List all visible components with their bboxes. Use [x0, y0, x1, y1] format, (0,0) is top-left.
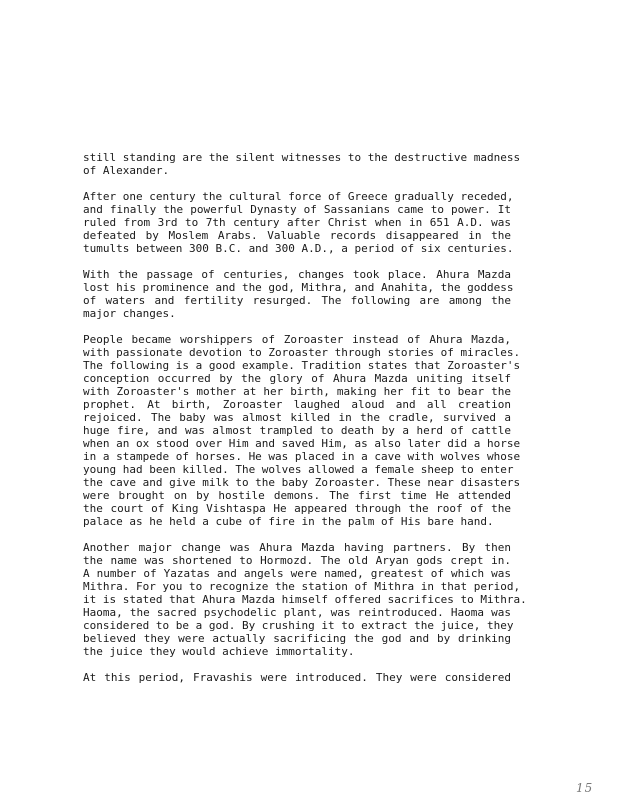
text-line: with Zoroaster's mother at her birth, making her fit to bear the — [83, 385, 511, 398]
text-line: With the passage of centuries, changes took place. Ahura Mazda — [83, 268, 511, 281]
text-line: Another major change was Ahura Mazda having partners. By then — [83, 541, 511, 554]
text-line: conception occurred by the glory of Ahura Mazda uniting itself — [83, 372, 511, 385]
text-line: the court of King Vishtaspa He appeared through the roof of the — [83, 502, 511, 515]
text-line: of waters and fertility resurged. The following are among the — [83, 294, 511, 307]
text-line: huge fire, and was almost trampled to death by a herd of cattle — [83, 424, 511, 437]
text-line: A number of Yazatas and angels were named, greatest of which was — [83, 567, 511, 580]
text-line: when an ox stood over Him and saved Him, as also later did a horse — [83, 437, 521, 450]
text-line: it is stated that Ahura Mazda himself offered sacrifices to Mithra. — [83, 593, 527, 606]
text-line: At this period, Fravashis were introduced. They were considered — [83, 671, 511, 684]
text-line: and finally the powerful Dynasty of Sassanians came to power. It — [83, 203, 511, 216]
text-line: the name was shortened to Hormozd. The old Aryan gods crept in. — [83, 554, 511, 567]
text-line: the cave and give milk to the baby Zoroaster. These near disasters — [83, 476, 521, 489]
text-line: were brought on by hostile demons. The first time He attended — [83, 489, 511, 502]
text-line: rejoiced. The baby was almost killed in the cradle, survived a — [83, 411, 511, 424]
text-line: prophet. At birth, Zoroaster laughed aloud and all creation — [83, 398, 511, 411]
text-line: After one century the cultural force of Greece gradually receded, — [83, 190, 514, 203]
text-line: still standing are the silent witnesses to the destructive madness — [83, 151, 521, 164]
text-line: defeated by Moslem Arabs. Valuable records disappeared in the — [83, 229, 511, 242]
page-number: 15 — [576, 781, 594, 795]
text-line: young had been killed. The wolves allowed a female sheep to enter — [83, 463, 514, 476]
text-line: People became worshippers of Zoroaster instead of Ahura Mazda, — [83, 333, 511, 346]
text-line: the juice they would achieve immortality. — [83, 645, 355, 658]
text-line: in a stampede of horses. He was placed in a cave with wolves whose — [83, 450, 521, 463]
text-line: considered to be a god. By crushing it to extract the juice, they — [83, 619, 514, 632]
text-line: The following is a good example. Tradition states that Zoroaster's — [83, 359, 521, 372]
text-line: major changes. — [83, 307, 176, 320]
text-line: of Alexander. — [83, 164, 170, 177]
text-line: lost his prominence and the god, Mithra, and Anahita, the goddess — [83, 281, 514, 294]
text-line: Haoma, the sacred psychodelic plant, was reintroduced. Haoma was — [83, 606, 511, 619]
text-line: believed they were actually sacrificing the god and by drinking — [83, 632, 511, 645]
text-line: Mithra. For you to recognize the station of Mithra in that period, — [83, 580, 521, 593]
text-line: palace as he held a cube of fire in the palm of His bare hand. — [83, 515, 494, 528]
text-line: tumults between 300 B.C. and 300 A.D., a period of six centuries. — [83, 242, 514, 255]
text-line: ruled from 3rd to 7th century after Christ when in 651 A.D. was — [83, 216, 511, 229]
text-line: with passionate devotion to Zoroaster through stories of miracles. — [83, 346, 521, 359]
